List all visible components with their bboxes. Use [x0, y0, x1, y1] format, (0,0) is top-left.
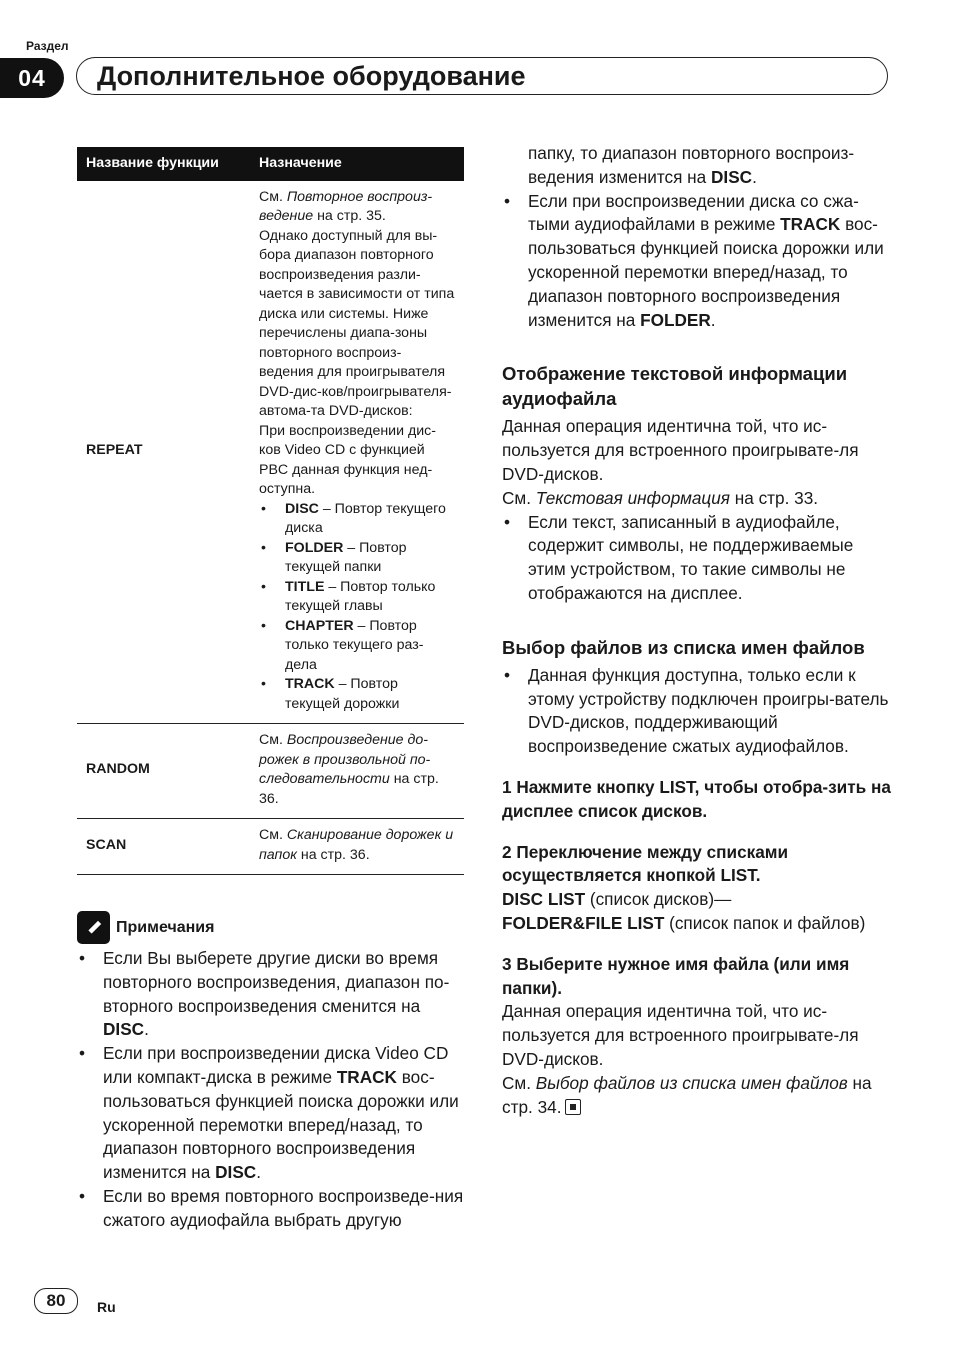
list-item: [259, 539, 455, 578]
section-number-badge: 04: [0, 58, 64, 98]
paragraph: Данная операция идентична той, что ис-пользуется для встроенного проигрывате-ля DVD-дисков.: [502, 416, 859, 484]
folder-list-line: [502, 912, 894, 936]
description-text-2: При воспроизведении дис-ков Video CD с функцией PBC данная функция нед-оступна.: [259, 422, 436, 497]
item-text: – Повтор текущей дорожки: [285, 676, 400, 712]
table-header-row: [77, 147, 464, 181]
note-text: Если при воспроизведении диска со сжа-тыми аудиофайлами в режиме: [528, 190, 859, 235]
note-text-end: .: [144, 1019, 149, 1040]
step-3: 3 Выберите нужное имя файла (или имя папки).: [502, 953, 850, 998]
right-column: [502, 142, 894, 1119]
function-description: [251, 724, 464, 819]
page-title: Дополнительное оборудование: [97, 61, 526, 91]
list-item: [259, 500, 455, 539]
list-item: [259, 675, 455, 714]
note-text: папку, то диапазон повторного воспроиз-ведения изменится на: [528, 143, 855, 187]
list-item: [259, 578, 455, 617]
page-number: 80: [34, 1288, 78, 1314]
note-bold: TRACK: [780, 214, 841, 235]
function-description: [251, 819, 464, 875]
note-text-end: .: [752, 166, 757, 187]
item-text: – Повтор только текущего раз-дела: [285, 617, 424, 673]
item-key: CHAPTER: [285, 617, 354, 634]
function-description: [251, 181, 464, 724]
reference-link: Сканирование дорожек и папок: [259, 827, 454, 863]
notes-title: Примечания: [116, 918, 215, 936]
note-text: Если при воспроизведении диска Video CD или компакт-диска в режиме: [103, 1043, 449, 1087]
see-reference: [502, 1072, 894, 1120]
key-name: DISC LIST: [502, 889, 586, 910]
notes-list-container: [77, 947, 467, 1233]
note-text: Если Вы выберете другие диски во время повторного воспроизведения, диапазон по-вторного воспроизведения сменится на: [103, 948, 450, 1016]
item-key: TITLE: [285, 578, 325, 595]
page-ref: на стр. 33.: [729, 487, 819, 508]
list-item: [502, 190, 894, 333]
note-text: Если во время повторного воспроизведе-ния сжатого аудиофайла выбрать другую: [103, 1185, 464, 1230]
end-mark-icon: [565, 1099, 581, 1115]
item-text: – Повтор текущего диска: [285, 500, 446, 536]
reference-link: Повторное воспроиз-ведение: [259, 188, 433, 224]
note-text-end: .: [710, 309, 716, 330]
disc-list-line: [502, 888, 894, 912]
page-ref: на стр. 34.: [502, 1072, 872, 1117]
table-row-random: [77, 724, 464, 819]
notes-list-continued: [502, 190, 894, 333]
continued-note: [502, 142, 894, 190]
list-item: [77, 1185, 467, 1233]
col-function-name-header: Название функции: [77, 147, 251, 181]
paragraph: Данная операция идентична той, что ис-пользуется для встроенного проигрывате-ля DVD-дисков.: [502, 1001, 859, 1069]
list-item: • Данная функция доступна, только если к этому устройству подключен проигры-ватель DVD-дисков, поддерживающий воспроизведение сжатых аудиофайлов.: [502, 664, 894, 759]
see-prefix: См.: [259, 732, 287, 748]
file-list-list: [502, 664, 894, 759]
function-name: REPEAT: [77, 181, 251, 724]
note-bold: TRACK: [336, 1066, 397, 1087]
see-prefix: См.: [502, 487, 536, 508]
see-prefix: См.: [502, 1072, 536, 1093]
note-text-end: .: [256, 1162, 261, 1183]
page-ref: на стр. 36.: [259, 771, 439, 807]
reference-link: Воспроизведение до-рожек в произвольной по-следовательности: [259, 732, 431, 787]
see-prefix: См.: [259, 188, 287, 205]
repeat-range-list: [259, 500, 455, 715]
list-item: [259, 617, 455, 676]
section-heading-text-info: Отображение текстовой информации аудиофайла: [502, 363, 848, 410]
col-purpose-header: Назначение: [251, 147, 464, 181]
item-text: – Повтор текущей папки: [285, 539, 407, 575]
note-bold-2: DISC: [215, 1162, 257, 1183]
note-text-mid: вос-пользоваться функцией поиска дорожки или ускоренной перемотки вперед/назад, то диапазон повторного воспроизведения изменится на: [528, 214, 884, 330]
item-key: TRACK: [285, 676, 335, 692]
text-info-list: [502, 511, 894, 606]
see-prefix: См.: [259, 827, 287, 843]
section-label: Раздел: [26, 39, 69, 53]
page-ref: на стр. 36.: [296, 846, 370, 863]
list-item: • Если текст, записанный в аудиофайле, содержит символы, не поддерживаемые этим устройством, то такие символы не отображаются на дисплее.: [502, 511, 894, 606]
note-text-mid: вос-пользоваться функцией поиска дорожки или ускоренной перемотки вперед/назад, то диапазон повторного воспроизведения изменится на: [103, 1066, 459, 1183]
note-bold-2: FOLDER: [640, 309, 711, 330]
key-description: (список дисков)—: [585, 889, 732, 910]
table-row-repeat: [77, 181, 464, 724]
note-bold: DISC: [711, 166, 753, 187]
page-ref: на стр. 35.: [313, 208, 386, 224]
list-item: [77, 1042, 467, 1185]
pencil-icon: [77, 911, 110, 944]
step-2: 2 Переключение между списками осуществляется кнопкой LIST.: [502, 841, 789, 886]
see-reference: [259, 188, 455, 227]
notes-header: [77, 911, 214, 944]
note-bold: DISC: [103, 1019, 145, 1040]
section-heading-file-list: Выбор файлов из списка имен файлов: [502, 636, 865, 658]
key-description: (список папок и файлов): [664, 912, 866, 933]
item-key: DISC: [285, 500, 319, 517]
reference-link: Текстовая информация: [535, 487, 730, 508]
table-row-scan: [77, 819, 464, 875]
function-name: RANDOM: [77, 724, 251, 819]
notes-list: [77, 947, 467, 1233]
function-table: [77, 147, 464, 875]
description-text: Однако доступный для вы-бора диапазон повторного воспроизведения разли-чается в зависимости от типа диска или системы. Ниже перечислены диапа-зоны повторного воспроиз-ведения для проигрывателя DVD-дис-ков/проигрывателя-автома-та DVD-дисков:: [259, 227, 455, 419]
list-item: [77, 947, 467, 1042]
item-key: FOLDER: [285, 539, 344, 556]
step-1: 1 Нажмите кнопку LIST, чтобы отобра-зить на дисплее список дисков.: [502, 776, 891, 821]
language-code: Ru: [97, 1299, 116, 1315]
see-reference: [502, 487, 894, 511]
key-name: FOLDER&FILE LIST: [502, 912, 665, 933]
item-text: – Повтор только текущей главы: [285, 578, 436, 614]
function-name: SCAN: [77, 819, 251, 875]
reference-link: Выбор файлов из списка имен файлов: [535, 1072, 848, 1093]
